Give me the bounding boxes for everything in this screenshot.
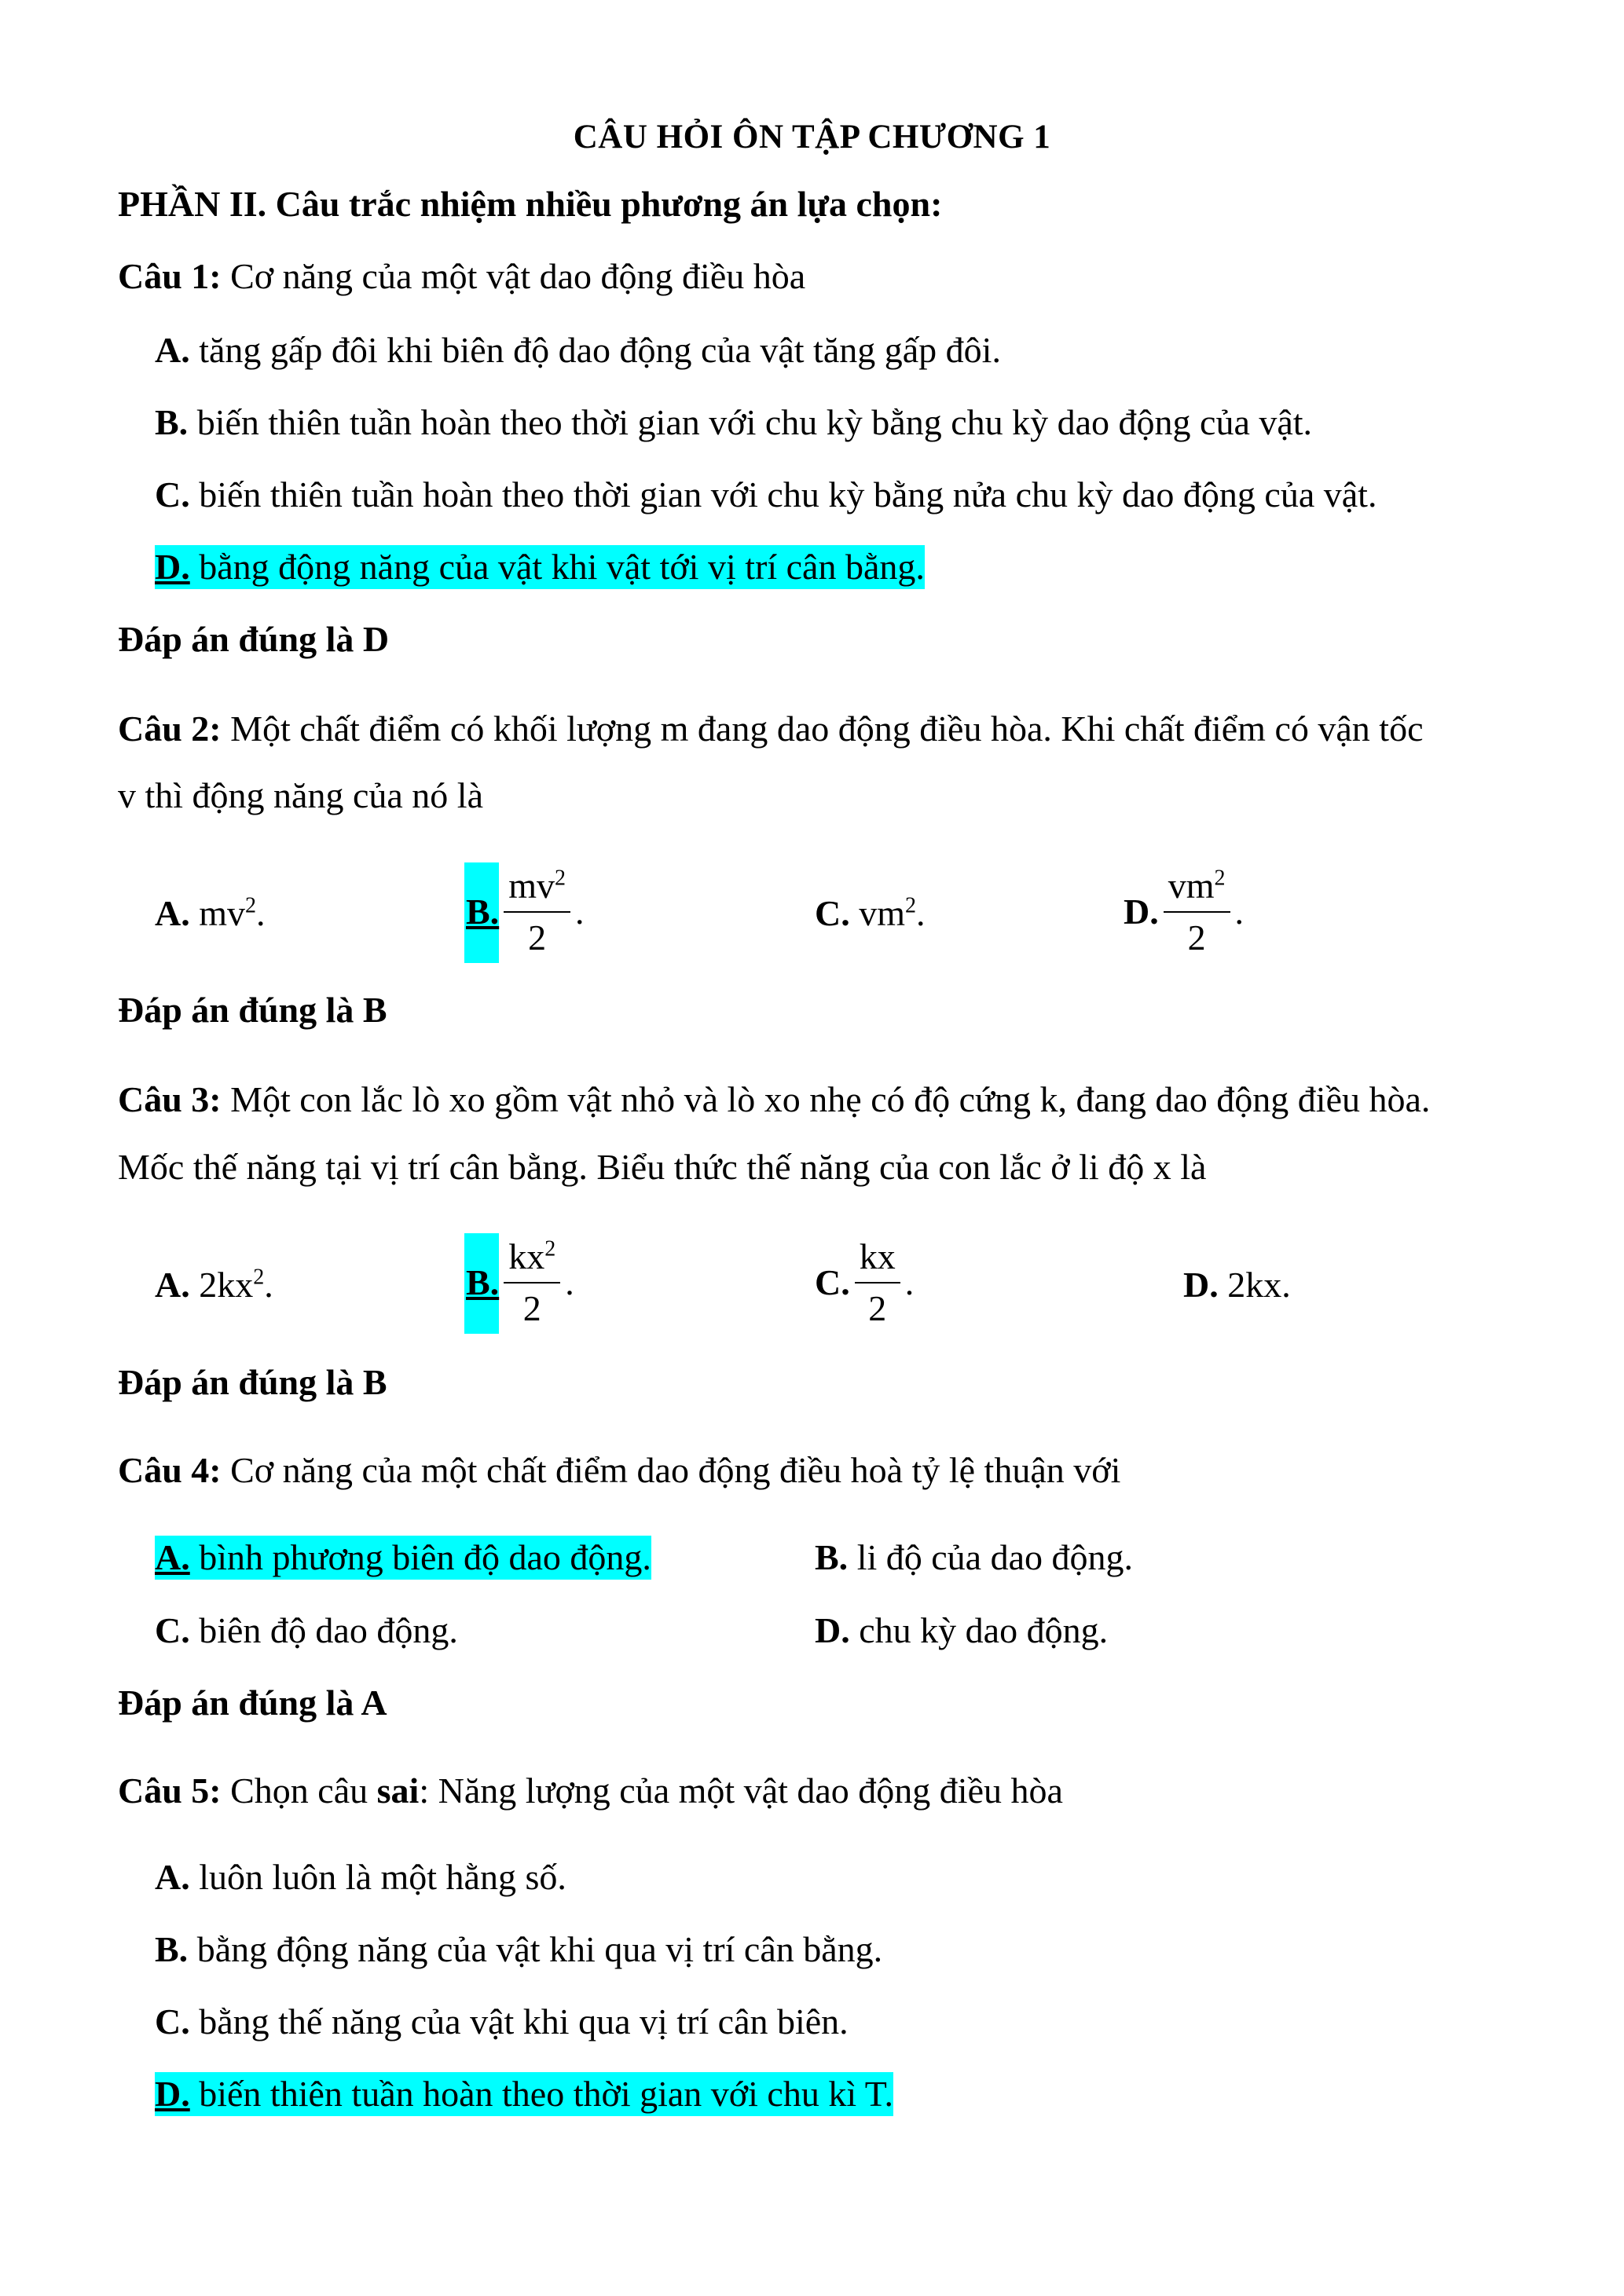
q2-option-a-letter: A. bbox=[155, 893, 190, 933]
q2-option-b-exp: 2 bbox=[554, 866, 566, 891]
q5-option-d-correct bbox=[155, 2072, 893, 2116]
q3-option-c-fraction bbox=[855, 1235, 900, 1331]
q3-option-b-correct bbox=[466, 1235, 574, 1331]
q2-option-b-den: 2 bbox=[528, 917, 547, 958]
q3-option-c-end: . bbox=[904, 1262, 915, 1302]
question-3-text-line1: Một con lắc lò xo gồm vật nhỏ và lò xo nhẹ có độ cứng k, đang dao động điều hòa. bbox=[221, 1079, 1431, 1119]
q2-option-d-num: vm bbox=[1168, 866, 1215, 906]
q1-answer: Đáp án đúng là D bbox=[118, 619, 390, 659]
q4-option-b-letter: B. bbox=[815, 1537, 849, 1577]
q4-option-d-text: chu kỳ dao động. bbox=[849, 1610, 1109, 1650]
q3-option-c-letter: C. bbox=[815, 1262, 850, 1302]
q5-option-a-letter: A. bbox=[155, 1857, 190, 1897]
q3-option-b-end: . bbox=[565, 1262, 574, 1302]
q2-option-d-end: . bbox=[1234, 892, 1245, 932]
q2-option-c-letter: C. bbox=[815, 893, 850, 933]
q3-option-d-text: 2kx. bbox=[1218, 1265, 1291, 1305]
q5-option-d-letter: D. bbox=[155, 2074, 190, 2114]
q2-option-c bbox=[815, 892, 926, 936]
question-5-label: Câu 5: bbox=[118, 1771, 222, 1811]
q3-option-a bbox=[155, 1263, 273, 1307]
q5-option-b bbox=[155, 1928, 882, 1972]
q2-option-a-base: mv bbox=[189, 893, 246, 933]
q2-option-c-end: . bbox=[916, 893, 926, 933]
q1-option-c-letter: C. bbox=[155, 474, 190, 514]
q3-option-c-num: kx bbox=[855, 1235, 900, 1283]
q2-option-c-base: vm bbox=[849, 893, 906, 933]
q3-option-a-exp: 2 bbox=[253, 1265, 265, 1290]
question-3 bbox=[118, 1078, 1430, 1122]
q1-option-b bbox=[155, 401, 1312, 445]
question-1-label: Câu 1: bbox=[118, 256, 222, 296]
section-heading: PHẦN II. Câu trắc nhiệm nhiều phương án lựa chọn: bbox=[118, 184, 943, 224]
question-3-line2: Mốc thế năng tại vị trí cân bằng. Biểu thức thế năng của con lắc ở li độ x là bbox=[118, 1147, 1207, 1187]
page-title: CÂU HỎI ÔN TẬP CHƯƠNG 1 bbox=[573, 119, 1051, 156]
question-2-line2: v thì động năng của nó là bbox=[118, 775, 484, 815]
q2-answer: Đáp án đúng là B bbox=[118, 990, 387, 1030]
q3-option-c-den: 2 bbox=[868, 1288, 887, 1328]
q2-option-d-letter: D. bbox=[1124, 892, 1159, 932]
q2-option-a-exp: 2 bbox=[245, 893, 257, 918]
q3-option-b-den: 2 bbox=[522, 1288, 541, 1328]
q3-option-b-exp: 2 bbox=[544, 1236, 556, 1262]
q5-option-d-text: biến thiên tuần hoàn theo thời gian với chu kì T. bbox=[189, 2074, 893, 2114]
question-2 bbox=[118, 707, 1423, 751]
q5-option-c-text: bằng thế năng của vật khi qua vị trí cân biên. bbox=[189, 2001, 849, 2041]
q4-option-d-letter: D. bbox=[815, 1610, 850, 1650]
q2-option-b-num: mv bbox=[508, 866, 555, 906]
question-2-text-line1: Một chất điểm có khối lượng m đang dao động điều hòa. Khi chất điểm có vận tốc bbox=[221, 709, 1424, 749]
q5-option-b-text: bằng động năng của vật khi qua vị trí cân bằng. bbox=[188, 1929, 883, 1969]
q1-option-c-text: biến thiên tuần hoàn theo thời gian với chu kỳ bằng nửa chu kỳ dao động của vật. bbox=[189, 474, 1377, 514]
q2-option-a-end: . bbox=[256, 893, 266, 933]
q1-option-b-letter: B. bbox=[155, 402, 189, 442]
q2-option-a bbox=[155, 892, 266, 936]
q3-option-d bbox=[1183, 1263, 1291, 1307]
question-5-text-bold: sai bbox=[376, 1771, 420, 1811]
q4-option-a-letter: A. bbox=[155, 1537, 190, 1577]
q2-option-b-end: . bbox=[574, 892, 585, 932]
question-5-text-post: : Năng lượng của một vật dao động điều hòa bbox=[419, 1771, 1063, 1811]
q4-option-a-text: bình phương biên độ dao động. bbox=[189, 1537, 651, 1577]
q3-option-b-fraction bbox=[504, 1235, 560, 1331]
q2-option-d-den: 2 bbox=[1187, 917, 1206, 958]
q1-option-b-text: biến thiên tuần hoàn theo thời gian với chu kỳ bằng chu kỳ dao động của vật. bbox=[188, 402, 1313, 442]
q2-option-d-exp: 2 bbox=[1214, 866, 1226, 891]
q3-option-d-letter: D. bbox=[1183, 1265, 1219, 1305]
q2-option-b-letter: B. bbox=[466, 892, 500, 932]
q1-option-a-text: tăng gấp đôi khi biên độ dao động của vật tăng gấp đôi. bbox=[189, 330, 1001, 370]
question-4 bbox=[118, 1448, 1120, 1492]
q4-option-c-text: biên độ dao động. bbox=[189, 1610, 458, 1650]
q3-option-b-letter: B. bbox=[466, 1262, 500, 1302]
question-5 bbox=[118, 1769, 1063, 1813]
q4-option-d bbox=[815, 1609, 1108, 1653]
question-2-label: Câu 2: bbox=[118, 709, 222, 749]
q4-option-a-correct bbox=[155, 1536, 651, 1580]
q5-option-a-text: luôn luôn là một hằng số. bbox=[189, 1857, 566, 1897]
q2-option-d bbox=[1124, 864, 1244, 960]
q1-option-a-letter: A. bbox=[155, 330, 190, 370]
q5-option-c bbox=[155, 2000, 849, 2044]
q2-option-d-fraction bbox=[1164, 864, 1230, 960]
q1-option-a bbox=[155, 328, 1001, 372]
q3-option-c bbox=[815, 1235, 914, 1331]
question-5-text-pre: Chọn câu bbox=[221, 1771, 377, 1811]
q3-option-a-end: . bbox=[264, 1265, 273, 1305]
q1-option-d-text: bằng động năng của vật khi vật tới vị trí cân bằng. bbox=[189, 547, 925, 587]
q1-option-d-correct bbox=[155, 545, 925, 589]
q1-option-c bbox=[155, 473, 1377, 517]
q5-option-c-letter: C. bbox=[155, 2001, 190, 2041]
q4-option-b-text: li độ của dao động. bbox=[848, 1537, 1133, 1577]
question-1-text: Cơ năng của một vật dao động điều hòa bbox=[221, 256, 806, 296]
q3-option-a-letter: A. bbox=[155, 1265, 190, 1305]
q2-option-c-exp: 2 bbox=[905, 893, 917, 918]
question-1 bbox=[118, 255, 805, 298]
q3-answer: Đáp án đúng là B bbox=[118, 1362, 387, 1402]
q4-answer: Đáp án đúng là A bbox=[118, 1683, 387, 1723]
q3-option-b-num: kx bbox=[508, 1236, 545, 1276]
q4-option-c-letter: C. bbox=[155, 1610, 190, 1650]
q5-option-a bbox=[155, 1855, 566, 1899]
q3-option-a-base: 2kx bbox=[189, 1265, 254, 1305]
q2-option-b-fraction bbox=[504, 864, 570, 960]
q4-option-c bbox=[155, 1609, 458, 1653]
question-4-label: Câu 4: bbox=[118, 1450, 222, 1490]
q1-option-d-letter: D. bbox=[155, 547, 190, 587]
q2-option-b-correct bbox=[466, 864, 584, 960]
question-3-label: Câu 3: bbox=[118, 1079, 222, 1119]
q4-option-b bbox=[815, 1536, 1133, 1580]
question-4-text: Cơ năng của một chất điểm dao động điều hoà tỷ lệ thuận với bbox=[221, 1450, 1121, 1490]
q5-option-b-letter: B. bbox=[155, 1929, 189, 1969]
